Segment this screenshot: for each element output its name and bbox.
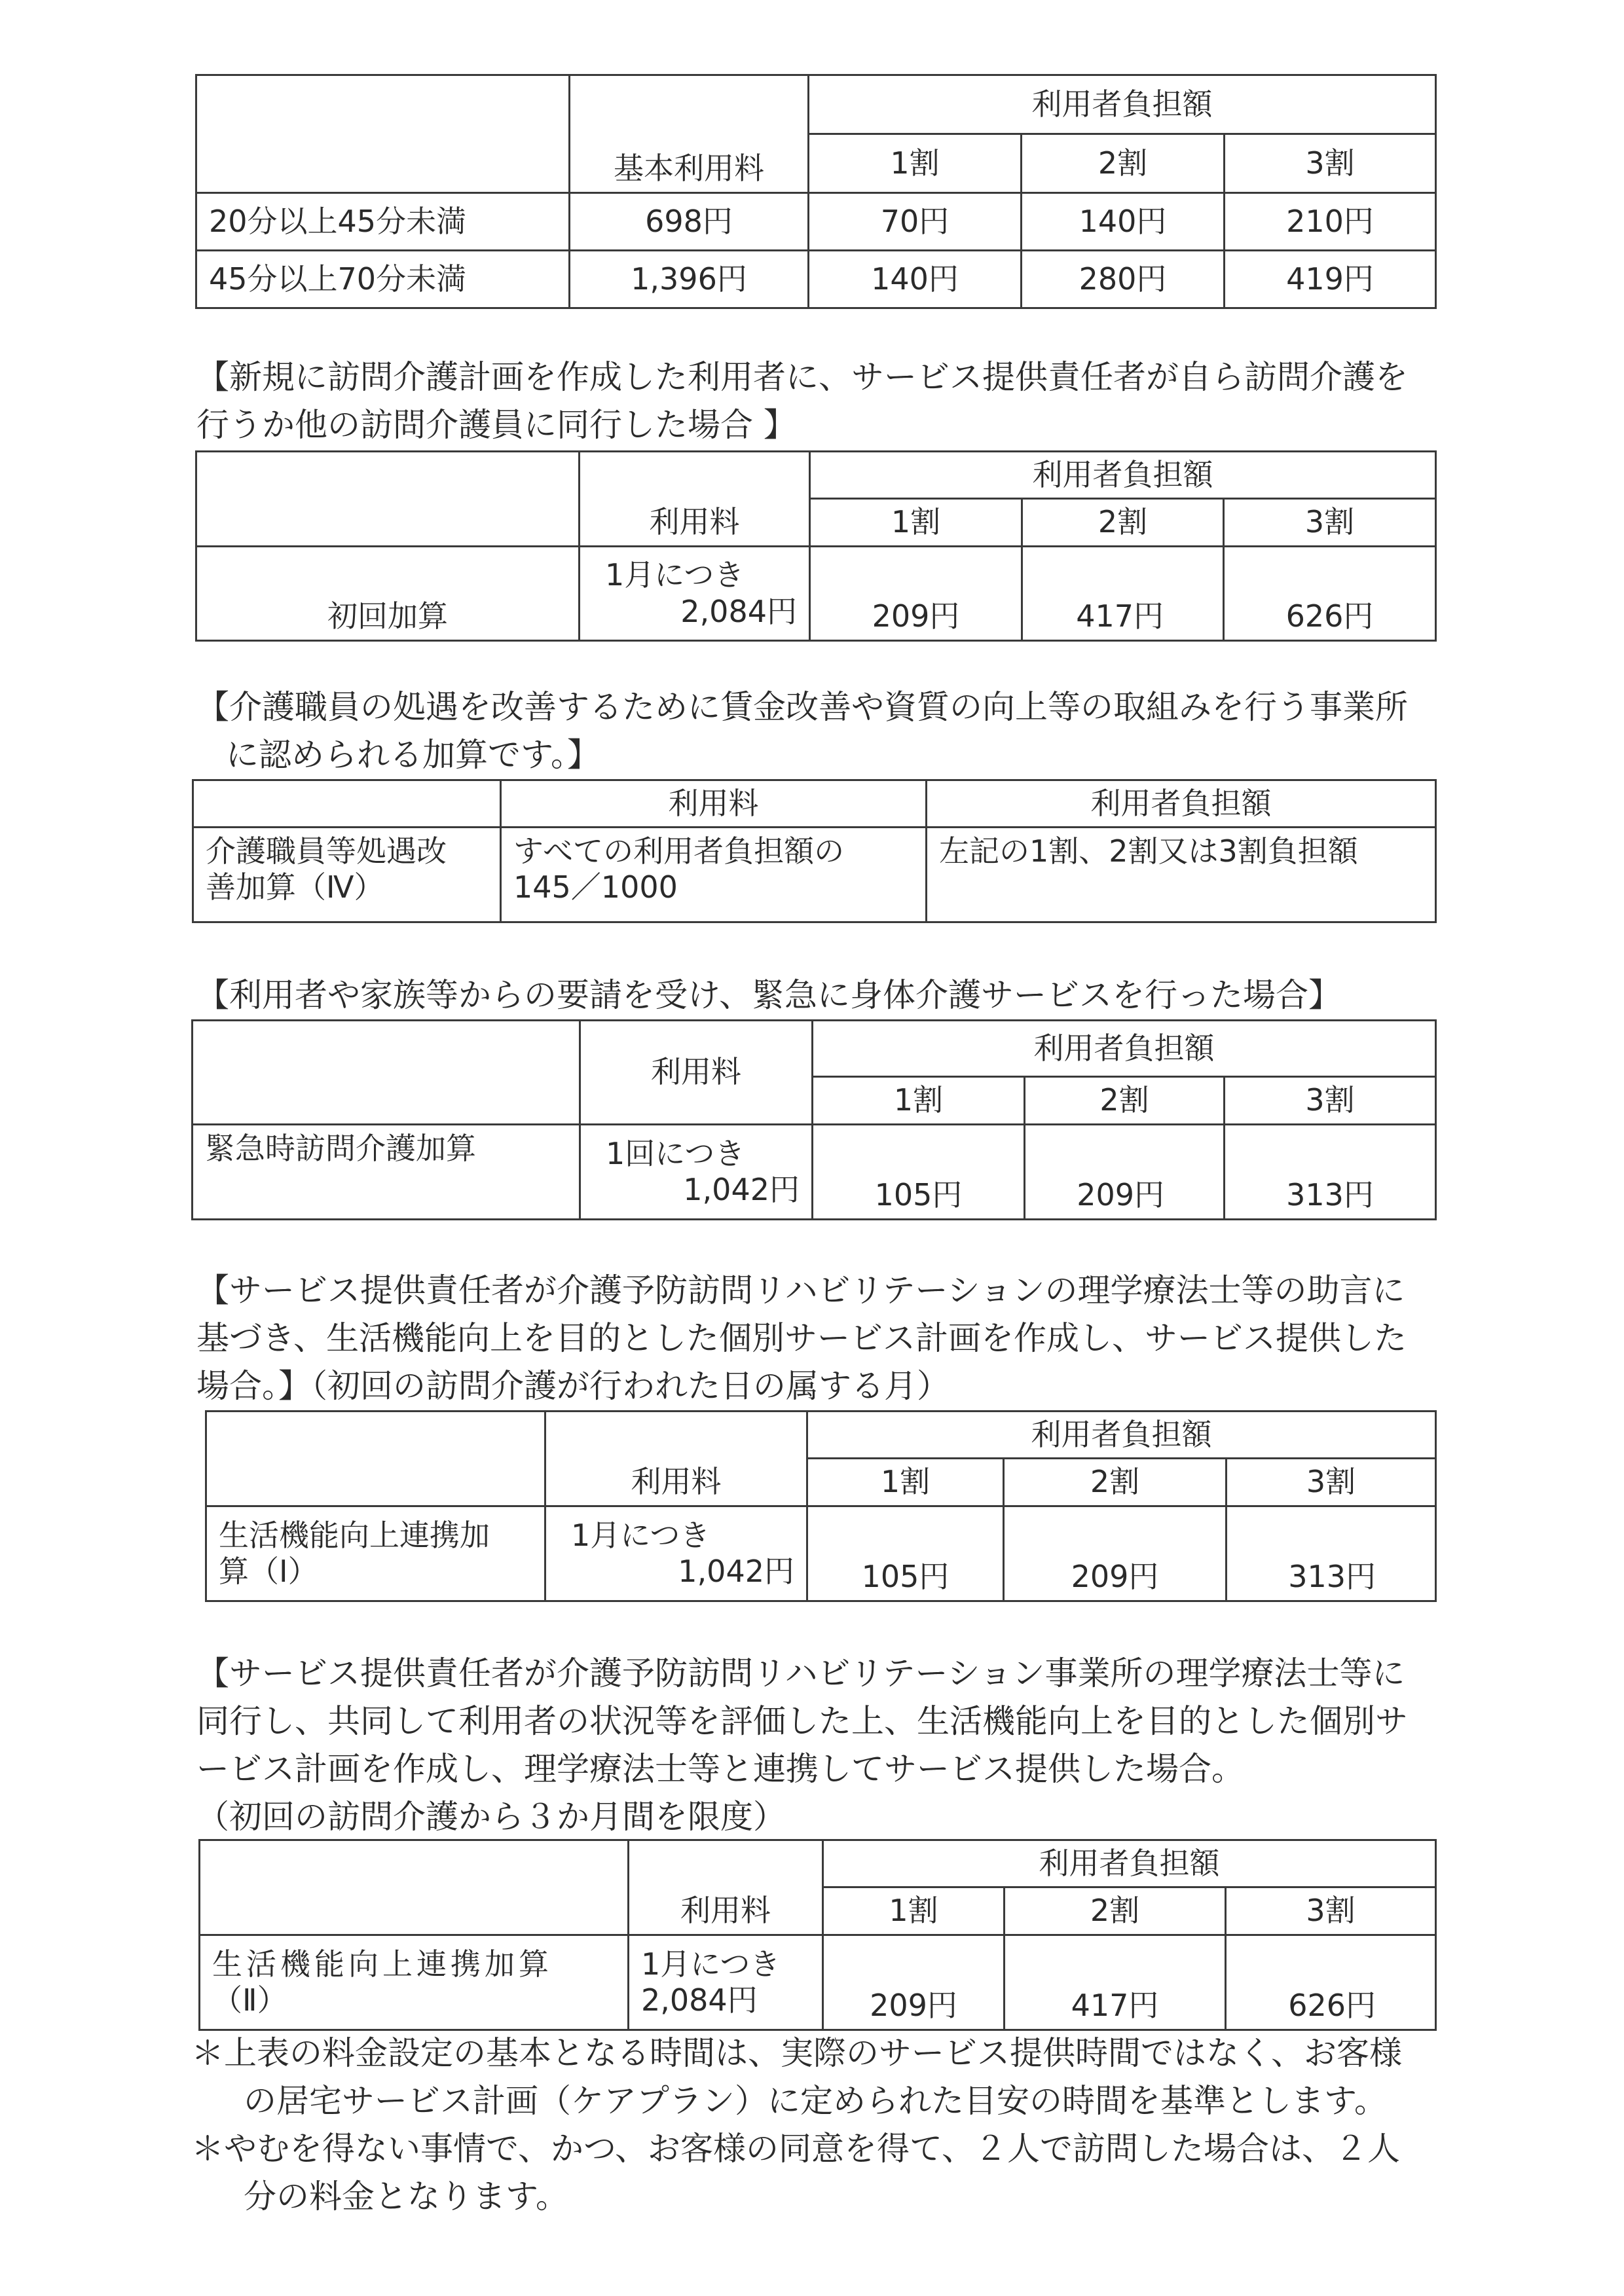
fee-unit: 1月につき bbox=[571, 1517, 710, 1553]
burden-30pct: 626円 bbox=[1226, 1935, 1436, 2030]
burden-20pct: 417円 bbox=[1022, 547, 1224, 641]
burden-30pct: 419円 bbox=[1225, 251, 1436, 308]
heading-line: ービス計画を作成し、理学療法士等と連携してサービス提供した場合。 bbox=[196, 1750, 1244, 1788]
burden-30pct: 626円 bbox=[1224, 547, 1436, 641]
section-heading-function-improvement-2 bbox=[196, 1650, 1434, 1841]
burden-20pct: 417円 bbox=[1005, 1935, 1226, 2030]
fee-cell bbox=[629, 1935, 823, 2030]
initial-addition-table bbox=[195, 450, 1437, 642]
section-heading-initial-addition bbox=[196, 354, 1434, 449]
fee-cell bbox=[580, 547, 810, 641]
fee-amount: 1,042円 bbox=[683, 1172, 800, 1207]
empty-header-cell bbox=[193, 1021, 580, 1125]
header-user-burden: 利用者負担額 bbox=[807, 1412, 1436, 1459]
burden-10pct: 105円 bbox=[807, 1506, 1004, 1601]
row-label: 初回加算 bbox=[196, 547, 580, 641]
header-fee: 利用料 bbox=[545, 1412, 807, 1506]
empty-header-cell bbox=[200, 1840, 629, 1935]
header-user-burden: 利用者負担額 bbox=[823, 1840, 1436, 1887]
heading-line: 【サービス提供責任者が介護予防訪問リハビリテーション事業所の理学療法士等に bbox=[196, 1654, 1405, 1692]
table-row bbox=[196, 193, 1436, 251]
section-heading-treatment-improvement bbox=[196, 683, 1434, 779]
header-20pct: 2割 bbox=[1004, 1459, 1227, 1506]
header-fee: 利用料 bbox=[580, 452, 810, 547]
header-20pct: 2割 bbox=[1025, 1077, 1225, 1125]
table-row bbox=[196, 547, 1436, 641]
fee-unit: 1月につき bbox=[605, 557, 745, 593]
function-improvement-1-table bbox=[205, 1410, 1437, 1602]
note-line: ＊上表の料金設定の基本となる時間は、実際のサービス提供時間ではなく、お客様 bbox=[191, 2034, 1402, 2072]
header-user-burden: 利用者負担額 bbox=[813, 1021, 1436, 1077]
burden-10pct: 140円 bbox=[809, 251, 1022, 308]
empty-header-cell bbox=[206, 1412, 545, 1506]
header-user-burden: 利用者負担額 bbox=[810, 452, 1436, 499]
fee-amount: 1,042円 bbox=[678, 1554, 794, 1589]
heading-line: 場合。】（初回の訪問介護が行われた日の属する月） bbox=[196, 1367, 950, 1405]
section-heading-emergency bbox=[196, 972, 1434, 1019]
header-10pct: 1割 bbox=[809, 134, 1022, 193]
heading-line: 【介護職員の処遇を改善するために賃金改善や資質の向上等の取組みを行う事業所 bbox=[196, 688, 1408, 726]
label-line: 介護職員等処遇改 bbox=[206, 833, 447, 869]
burden-30pct: 210円 bbox=[1225, 193, 1436, 251]
fee-cell bbox=[501, 828, 927, 922]
header-10pct: 1割 bbox=[810, 499, 1022, 547]
header-10pct: 1割 bbox=[823, 1887, 1005, 1935]
burden-30pct: 313円 bbox=[1227, 1506, 1436, 1601]
header-30pct: 3割 bbox=[1226, 1887, 1436, 1935]
label-line: 生活機能向上連携加算 bbox=[212, 1946, 553, 1982]
burden-10pct: 70円 bbox=[809, 193, 1022, 251]
table-row bbox=[196, 251, 1436, 308]
fee-unit: 1回につき bbox=[606, 1135, 745, 1171]
label-line: 善加算（Ⅳ） bbox=[206, 869, 384, 905]
empty-header-cell bbox=[196, 75, 570, 193]
row-label bbox=[206, 1506, 545, 1601]
burden-20pct: 280円 bbox=[1022, 251, 1225, 308]
header-10pct: 1割 bbox=[807, 1459, 1004, 1506]
fee-line: すべての利用者負担額の bbox=[513, 833, 845, 869]
heading-line: （初回の訪問介護から３か月間を限度） bbox=[196, 1798, 786, 1836]
header-30pct: 3割 bbox=[1224, 499, 1436, 547]
row-label bbox=[200, 1935, 629, 2030]
note-line: ＊やむを得ない事情で、かつ、お客様の同意を得て、２人で訪問した場合は、２人 bbox=[191, 2130, 1400, 2168]
fee-amount: 2,084円 bbox=[641, 1982, 758, 2018]
fee-line: 145／1000 bbox=[513, 869, 678, 905]
heading-line: 基づき、生活機能向上を目的とした個別サービス計画を作成し、サービス提供した bbox=[196, 1319, 1407, 1357]
base-fee: 1,396円 bbox=[570, 251, 809, 308]
burden-cell: 左記の1割、2割又は3割負担額 bbox=[927, 828, 1436, 922]
note-line: 分の料金となります。 bbox=[244, 2178, 568, 2215]
row-label: 緊急時訪問介護加算 bbox=[193, 1125, 580, 1220]
heading-line: 【利用者や家族等からの要請を受け、緊急に身体介護サービスを行った場合】 bbox=[196, 976, 1341, 1014]
header-20pct: 2割 bbox=[1022, 134, 1225, 193]
header-fee: 利用料 bbox=[580, 1021, 813, 1125]
label-line: （Ⅱ） bbox=[212, 1982, 287, 2018]
row-label: 20分以上45分未満 bbox=[196, 193, 570, 251]
burden-20pct: 209円 bbox=[1004, 1506, 1227, 1601]
row-label bbox=[193, 828, 501, 922]
heading-line: 【サービス提供責任者が介護予防訪問リハビリテーションの理学療法士等の助言に bbox=[196, 1271, 1405, 1309]
header-fee: 利用料 bbox=[629, 1840, 823, 1935]
fee-cell bbox=[545, 1506, 807, 1601]
treatment-improvement-table bbox=[192, 779, 1437, 923]
header-user-burden: 利用者負担額 bbox=[927, 780, 1436, 828]
header-10pct: 1割 bbox=[813, 1077, 1025, 1125]
heading-line: 同行し、共同して利用者の状況等を評価した上、生活機能向上を目的とした個別サ bbox=[196, 1702, 1408, 1740]
row-label: 45分以上70分未満 bbox=[196, 251, 570, 308]
label-line: 生活機能向上連携加 bbox=[219, 1517, 490, 1553]
header-30pct: 3割 bbox=[1225, 1077, 1436, 1125]
empty-header-cell bbox=[196, 452, 580, 547]
heading-line: に認められる加算です。】 bbox=[226, 736, 600, 774]
label-line: 算（Ⅰ） bbox=[219, 1554, 318, 1589]
burden-10pct: 209円 bbox=[810, 547, 1022, 641]
base-fee: 698円 bbox=[570, 193, 809, 251]
empty-header-cell bbox=[193, 780, 501, 828]
header-base-fee: 基本利用料 bbox=[570, 75, 809, 193]
header-20pct: 2割 bbox=[1022, 499, 1224, 547]
note-time-basis bbox=[191, 2030, 1435, 2125]
header-20pct: 2割 bbox=[1005, 1887, 1226, 1935]
burden-10pct: 105円 bbox=[813, 1125, 1025, 1220]
function-improvement-2-table bbox=[198, 1839, 1437, 2031]
header-fee: 利用料 bbox=[501, 780, 927, 828]
note-line: の居宅サービス計画（ケアプラン）に定められた目安の時間を基準とします。 bbox=[244, 2082, 1387, 2120]
heading-line: 行うか他の訪問介護員に同行した場合 】 bbox=[196, 406, 796, 444]
table-row bbox=[200, 1935, 1436, 2030]
fee-cell bbox=[580, 1125, 813, 1220]
fee-unit: 1月につき bbox=[641, 1946, 781, 1982]
heading-line: 【新規に訪問介護計画を作成した利用者に、サービス提供責任者が自ら訪問介護を bbox=[196, 358, 1408, 396]
basic-fee-table bbox=[195, 74, 1437, 309]
fee-amount: 2,084円 bbox=[680, 593, 797, 629]
note-two-person-visit bbox=[191, 2125, 1435, 2221]
table-row bbox=[193, 828, 1436, 922]
emergency-visit-table bbox=[191, 1019, 1437, 1220]
burden-30pct: 313円 bbox=[1225, 1125, 1436, 1220]
section-heading-function-improvement-1 bbox=[196, 1267, 1434, 1410]
burden-20pct: 140円 bbox=[1022, 193, 1225, 251]
header-30pct: 3割 bbox=[1227, 1459, 1436, 1506]
header-30pct: 3割 bbox=[1225, 134, 1436, 193]
header-user-burden: 利用者負担額 bbox=[809, 75, 1436, 134]
table-row bbox=[206, 1506, 1436, 1601]
burden-20pct: 209円 bbox=[1025, 1125, 1225, 1220]
table-row bbox=[193, 1125, 1436, 1220]
burden-10pct: 209円 bbox=[823, 1935, 1005, 2030]
